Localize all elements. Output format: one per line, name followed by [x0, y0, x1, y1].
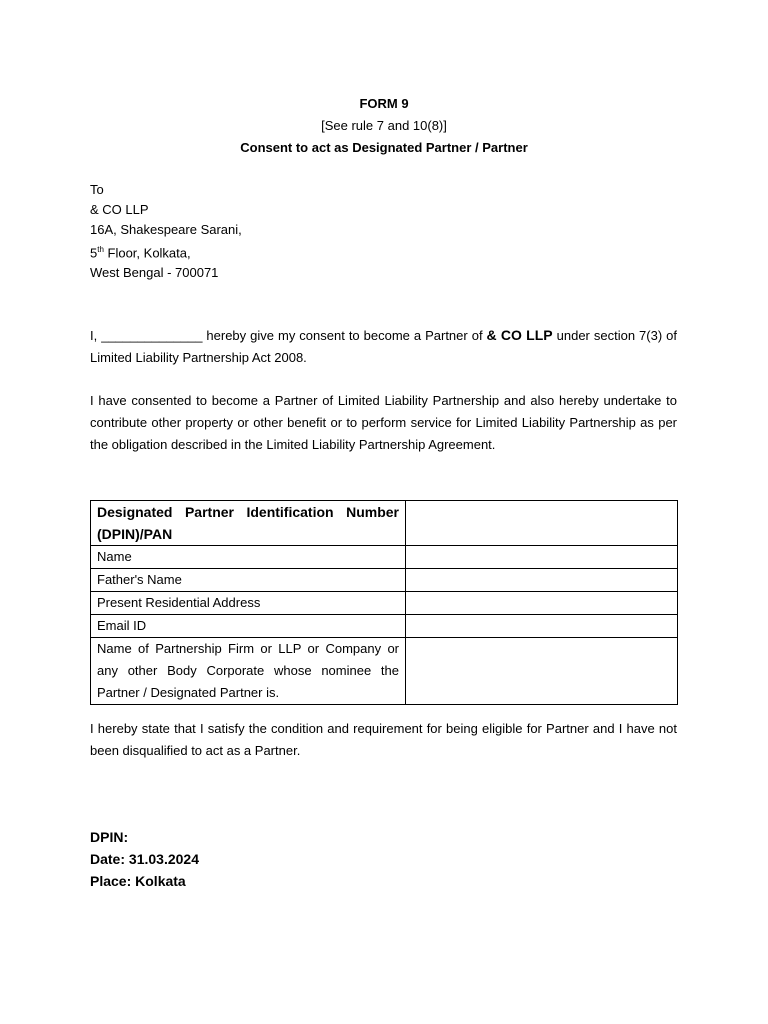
form-title: FORM 9: [359, 96, 409, 111]
address-field[interactable]: [406, 592, 678, 615]
table-row: [91, 546, 678, 569]
address-line-3: West Bengal - 700071: [90, 265, 219, 281]
address-line-2: [90, 240, 242, 263]
address-line-1: 16A, Shakespeare Sarani,: [90, 222, 242, 237]
address-to: To: [90, 182, 104, 197]
place-value: Kolkata: [135, 873, 186, 889]
table-row: [91, 501, 678, 546]
date-line: [90, 848, 199, 870]
dpin-pan-field[interactable]: [406, 501, 678, 546]
name-label: Name: [91, 546, 406, 569]
table-row: [91, 638, 678, 705]
llp-name: & CO LLP: [486, 327, 553, 343]
consent-text-2: under section 7(3) of Limited Liability Partnership Act 2008.: [90, 328, 677, 365]
recipient-address: [90, 180, 242, 283]
fathers-name-field[interactable]: [406, 569, 678, 592]
floor-superscript: th: [97, 245, 104, 254]
fathers-name-label: Father's Name: [91, 569, 406, 592]
consent-paragraph: [90, 324, 677, 369]
consent-text-1: I, ______________ hereby give my consent to become a Partner of: [90, 328, 487, 343]
table-row: [91, 592, 678, 615]
place-line: [90, 870, 199, 892]
rule-reference: [See rule 7 and 10(8)]: [321, 118, 447, 133]
dpin-label: DPIN:: [90, 829, 129, 845]
form-heading: Consent to act as Designated Partner / Partner: [240, 140, 528, 155]
dpin-pan-label: Designated Partner Identification Number (DPIN)/PAN: [91, 501, 406, 546]
email-field[interactable]: [406, 615, 678, 638]
address-label: Present Residential Address: [91, 592, 406, 615]
date-label: Date:: [90, 851, 129, 867]
date-value: 31.03.2024: [128, 851, 199, 867]
name-field[interactable]: [406, 546, 678, 569]
form-header: [0, 93, 768, 159]
partner-details-table: [90, 500, 678, 705]
address-company: & CO LLP: [90, 202, 149, 217]
nominating-entity-field[interactable]: [406, 638, 678, 705]
nominating-entity-label: Name of Partnership Firm or LLP or Company or any other Body Corporate whose nominee the Partner / Designated Partner is.: [91, 638, 406, 705]
undertaking-paragraph: I have consented to become a Partner of Limited Liability Partnership and also hereby undertake to contribute other property or other benefit or to perform service for Limited Liability Partnership as per the obligation described in the Limited Liability Partnership Agreement.: [90, 393, 677, 452]
declaration-paragraph: I hereby state that I satisfy the condition and requirement for being eligible for Partner and I have not been disqualified to act as a Partner.: [90, 721, 677, 758]
signature-block: [90, 826, 199, 892]
table-row: [91, 569, 678, 592]
floor-number: 5: [90, 245, 98, 261]
email-label: Email ID: [91, 615, 406, 638]
place-label: Place:: [90, 873, 136, 889]
table-row: [91, 615, 678, 638]
floor-rest: Floor, Kolkata,: [103, 245, 191, 261]
